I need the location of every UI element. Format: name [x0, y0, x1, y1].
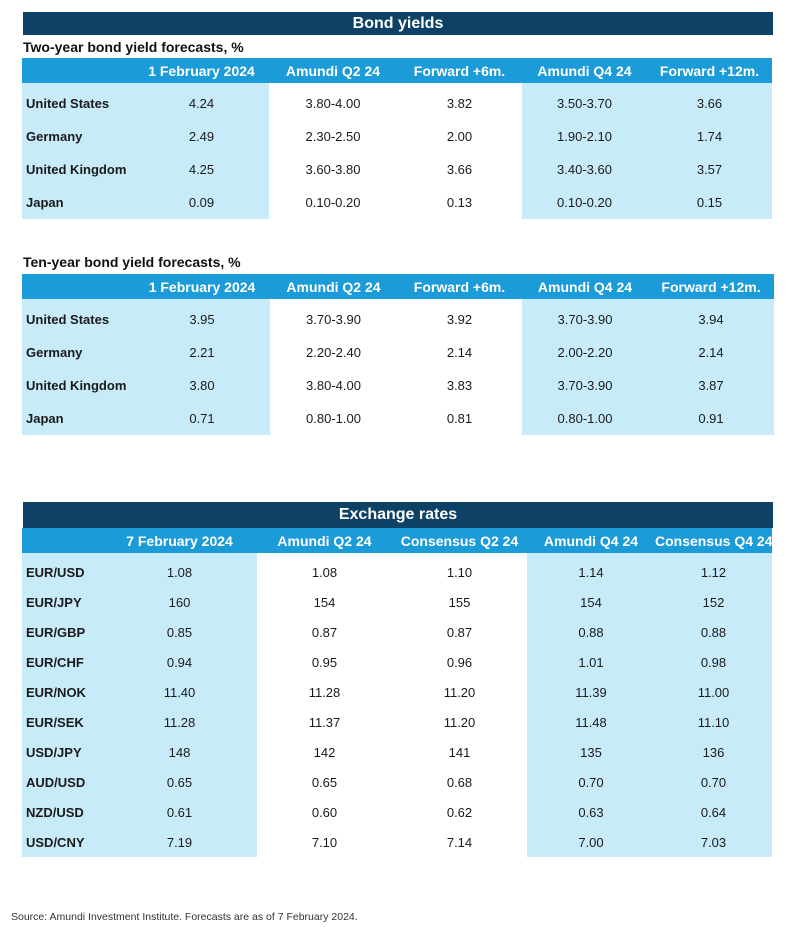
ten-year-row — [22, 402, 774, 435]
exchange-rates-header-row — [22, 528, 772, 553]
ten-year-cell: 3.80 — [134, 369, 270, 402]
exchange-rates-row-label: EUR/GBP — [22, 617, 102, 647]
exchange-rates-column-header: Amundi Q4 24 — [527, 528, 655, 553]
exchange-rates-cell: 11.00 — [655, 677, 772, 707]
exchange-rates-cell: 0.70 — [655, 767, 772, 797]
two-year-column-header — [22, 58, 134, 83]
exchange-rates-cell: 0.68 — [392, 767, 527, 797]
two-year-cell: 1.90-2.10 — [522, 120, 647, 153]
exchange-rates-cell: 0.88 — [655, 617, 772, 647]
two-year-column-header: Amundi Q4 24 — [522, 58, 647, 83]
exchange-rates-row — [22, 737, 772, 767]
two-year-column-header: 1 February 2024 — [134, 58, 269, 83]
exchange-rates-cell: 0.88 — [527, 617, 655, 647]
exchange-rates-cell: 11.37 — [257, 707, 392, 737]
ten-year-cell: 3.83 — [397, 369, 522, 402]
two-year-cell: 3.60-3.80 — [269, 153, 397, 186]
two-year-column-header: Forward +6m. — [397, 58, 522, 83]
exchange-rates-cell: 0.65 — [257, 767, 392, 797]
exchange-rates-row-label: EUR/USD — [22, 553, 102, 587]
exchange-rates-banner: Exchange rates — [23, 502, 773, 528]
two-year-table — [22, 58, 772, 219]
exchange-rates-column-header: Consensus Q4 24 — [655, 528, 772, 553]
ten-year-cell: 0.80-1.00 — [270, 402, 397, 435]
exchange-rates-cell: 1.10 — [392, 553, 527, 587]
ten-year-table — [22, 274, 774, 435]
ten-year-column-header: 1 February 2024 — [134, 274, 270, 299]
exchange-rates-cell: 152 — [655, 587, 772, 617]
ten-year-cell: 2.20-2.40 — [270, 336, 397, 369]
two-year-cell: 2.30-2.50 — [269, 120, 397, 153]
exchange-rates-cell: 160 — [102, 587, 257, 617]
two-year-row-label: Germany — [22, 120, 134, 153]
exchange-rates-cell: 11.40 — [102, 677, 257, 707]
ten-year-cell: 3.80-4.00 — [270, 369, 397, 402]
two-year-row — [22, 153, 772, 186]
ten-year-cell: 2.21 — [134, 336, 270, 369]
exchange-rates-cell: 0.94 — [102, 647, 257, 677]
exchange-rates-cell: 0.62 — [392, 797, 527, 827]
ten-year-row-label: Germany — [22, 336, 134, 369]
two-year-row-label: United States — [22, 83, 134, 120]
exchange-rates-row — [22, 707, 772, 737]
exchange-rates-cell: 148 — [102, 737, 257, 767]
exchange-rates-cell: 11.20 — [392, 677, 527, 707]
exchange-rates-cell: 141 — [392, 737, 527, 767]
exchange-rates-row — [22, 647, 772, 677]
exchange-rates-cell: 11.28 — [257, 677, 392, 707]
exchange-rates-cell: 135 — [527, 737, 655, 767]
exchange-rates-row-label: USD/CNY — [22, 827, 102, 857]
exchange-rates-cell: 1.01 — [527, 647, 655, 677]
two-year-cell: 2.49 — [134, 120, 269, 153]
exchange-rates-cell: 0.65 — [102, 767, 257, 797]
exchange-rates-cell: 0.87 — [392, 617, 527, 647]
exchange-rates-cell: 7.19 — [102, 827, 257, 857]
ten-year-column-header: Forward +6m. — [397, 274, 522, 299]
ten-year-cell: 3.95 — [134, 299, 270, 336]
bond-yields-banner: Bond yields — [23, 12, 773, 35]
exchange-rates-cell: 1.08 — [257, 553, 392, 587]
two-year-cell: 3.57 — [647, 153, 772, 186]
ten-year-cell: 3.70-3.90 — [522, 299, 648, 336]
two-year-header-row — [22, 58, 772, 83]
exchange-rates-row-label: EUR/SEK — [22, 707, 102, 737]
two-year-row — [22, 186, 772, 219]
exchange-rates-cell: 136 — [655, 737, 772, 767]
exchange-rates-cell: 7.10 — [257, 827, 392, 857]
two-year-cell: 4.24 — [134, 83, 269, 120]
ten-year-column-header: Forward +12m. — [648, 274, 774, 299]
ten-year-row-label: Japan — [22, 402, 134, 435]
ten-year-cell: 3.87 — [648, 369, 774, 402]
two-year-row — [22, 120, 772, 153]
exchange-rates-cell: 142 — [257, 737, 392, 767]
exchange-rates-column-header: 7 February 2024 — [102, 528, 257, 553]
two-year-cell: 0.09 — [134, 186, 269, 219]
exchange-rates-row — [22, 827, 772, 857]
exchange-rates-cell: 0.95 — [257, 647, 392, 677]
exchange-rates-cell: 0.98 — [655, 647, 772, 677]
ten-year-cell: 2.14 — [648, 336, 774, 369]
exchange-rates-column-header: Consensus Q2 24 — [392, 528, 527, 553]
ten-year-cell: 3.92 — [397, 299, 522, 336]
two-year-cell: 3.40-3.60 — [522, 153, 647, 186]
ten-year-column-header — [22, 274, 134, 299]
exchange-rates-row — [22, 797, 772, 827]
ten-year-header-row — [22, 274, 774, 299]
exchange-rates-row — [22, 617, 772, 647]
exchange-rates-cell: 11.39 — [527, 677, 655, 707]
ten-year-cell: 0.91 — [648, 402, 774, 435]
exchange-rates-cell: 11.28 — [102, 707, 257, 737]
ten-year-cell: 0.71 — [134, 402, 270, 435]
exchange-rates-row-label: EUR/JPY — [22, 587, 102, 617]
exchange-rates-cell: 0.64 — [655, 797, 772, 827]
two-year-cell: 0.10-0.20 — [522, 186, 647, 219]
two-year-cell: 0.15 — [647, 186, 772, 219]
exchange-rates-cell: 154 — [257, 587, 392, 617]
ten-year-cell: 3.70-3.90 — [270, 299, 397, 336]
exchange-rates-cell: 7.14 — [392, 827, 527, 857]
exchange-rates-row-label: EUR/NOK — [22, 677, 102, 707]
two-year-cell: 0.10-0.20 — [269, 186, 397, 219]
two-year-cell: 2.00 — [397, 120, 522, 153]
exchange-rates-row — [22, 677, 772, 707]
two-year-cell: 0.13 — [397, 186, 522, 219]
two-year-subtitle: Two-year bond yield forecasts, % — [23, 39, 244, 55]
exchange-rates-cell: 0.70 — [527, 767, 655, 797]
exchange-rates-row — [22, 553, 772, 587]
two-year-cell: 3.82 — [397, 83, 522, 120]
ten-year-row — [22, 299, 774, 336]
exchange-rates-cell: 0.61 — [102, 797, 257, 827]
ten-year-cell: 3.70-3.90 — [522, 369, 648, 402]
exchange-rates-cell: 0.87 — [257, 617, 392, 647]
exchange-rates-column-header: Amundi Q2 24 — [257, 528, 392, 553]
exchange-rates-row — [22, 587, 772, 617]
ten-year-cell: 0.81 — [397, 402, 522, 435]
ten-year-row-label: United Kingdom — [22, 369, 134, 402]
two-year-cell: 1.74 — [647, 120, 772, 153]
ten-year-row — [22, 369, 774, 402]
exchange-rates-cell: 1.14 — [527, 553, 655, 587]
exchange-rates-row-label: NZD/USD — [22, 797, 102, 827]
exchange-rates-cell: 0.60 — [257, 797, 392, 827]
ten-year-column-header: Amundi Q4 24 — [522, 274, 648, 299]
ten-year-cell: 3.94 — [648, 299, 774, 336]
exchange-rates-row-label: AUD/USD — [22, 767, 102, 797]
two-year-row-label: United Kingdom — [22, 153, 134, 186]
two-year-column-header: Forward +12m. — [647, 58, 772, 83]
two-year-cell: 4.25 — [134, 153, 269, 186]
exchange-rates-cell: 154 — [527, 587, 655, 617]
ten-year-subtitle: Ten-year bond yield forecasts, % — [23, 254, 241, 270]
exchange-rates-cell: 0.96 — [392, 647, 527, 677]
ten-year-cell: 2.00-2.20 — [522, 336, 648, 369]
two-year-row-label: Japan — [22, 186, 134, 219]
ten-year-column-header: Amundi Q2 24 — [270, 274, 397, 299]
exchange-rates-cell: 1.12 — [655, 553, 772, 587]
two-year-row — [22, 83, 772, 120]
ten-year-cell: 0.80-1.00 — [522, 402, 648, 435]
ten-year-cell: 2.14 — [397, 336, 522, 369]
exchange-rates-cell: 11.10 — [655, 707, 772, 737]
two-year-cell: 3.50-3.70 — [522, 83, 647, 120]
two-year-cell: 3.66 — [397, 153, 522, 186]
exchange-rates-column-header — [22, 528, 102, 553]
exchange-rates-cell: 0.85 — [102, 617, 257, 647]
exchange-rates-cell: 1.08 — [102, 553, 257, 587]
exchange-rates-row — [22, 767, 772, 797]
two-year-cell: 3.66 — [647, 83, 772, 120]
two-year-cell: 3.80-4.00 — [269, 83, 397, 120]
exchange-rates-table — [22, 528, 772, 857]
exchange-rates-cell: 7.00 — [527, 827, 655, 857]
ten-year-row-label: United States — [22, 299, 134, 336]
source-note: Source: Amundi Investment Institute. Forecasts are as of 7 February 2024. — [11, 911, 358, 923]
exchange-rates-cell: 155 — [392, 587, 527, 617]
exchange-rates-cell: 11.48 — [527, 707, 655, 737]
exchange-rates-cell: 11.20 — [392, 707, 527, 737]
two-year-column-header: Amundi Q2 24 — [269, 58, 397, 83]
exchange-rates-cell: 7.03 — [655, 827, 772, 857]
exchange-rates-row-label: USD/JPY — [22, 737, 102, 767]
exchange-rates-cell: 0.63 — [527, 797, 655, 827]
exchange-rates-row-label: EUR/CHF — [22, 647, 102, 677]
ten-year-row — [22, 336, 774, 369]
